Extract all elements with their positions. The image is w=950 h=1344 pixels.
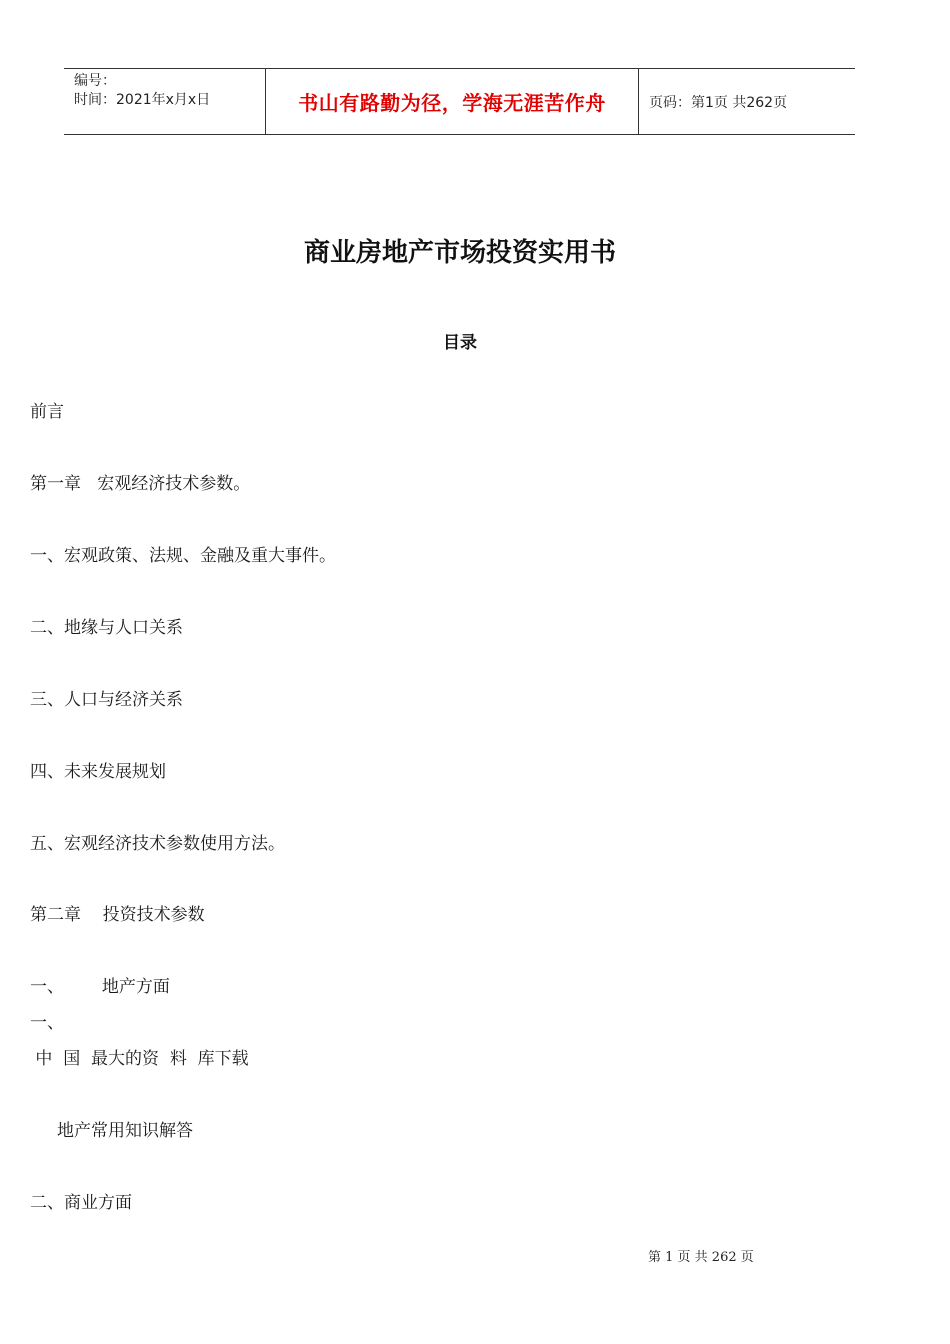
toc-entry-1-3: 三、人口与经济关系 [30,690,183,710]
toc-entry-2-1: 一、 地产方面 [30,977,170,997]
header-page-cell [639,69,855,134]
serial-label: 编号： [74,73,116,89]
page-footer: 第 1 页 共 262 页 [648,1250,754,1265]
toc-entry-1-5: 五、宏观经济技术参数使用方法。 [30,834,285,854]
header-motto-cell [266,69,639,134]
toc-entry-chapter-1: 第一章 宏观经济技术参数。 [30,474,251,494]
toc-entry-2-2: 二、商业方面 [30,1193,132,1213]
header-table [64,68,855,135]
toc-entry-2-1-sub: 地产常用知识解答 [30,1121,194,1141]
page-info: 页码：第1页 共262页 [649,94,788,111]
toc-entry-preface: 前言 [30,402,64,422]
toc-heading: 目录 [443,333,477,353]
motto-text: 书山有路勤为径，学海无涯苦作舟 [298,91,606,115]
time-label: 时间：2021年x月x日 [74,92,211,108]
toc-entry-chapter-2: 第二章 投资技术参数 [30,905,205,925]
document-title: 商业房地产市场投资实用书 [303,238,616,268]
toc-entry-1-4: 四、未来发展规划 [30,762,166,782]
toc-entry-2-1-marker: 一、 [30,1013,64,1033]
toc-entry-1-2: 二、地缘与人口关系 [30,618,183,638]
header-meta-cell [64,69,266,134]
toc-entry-library-note: 中 国 最大的资 料 库下载 [30,1049,249,1069]
toc-entry-1-1: 一、宏观政策、法规、金融及重大事件。 [30,546,336,566]
